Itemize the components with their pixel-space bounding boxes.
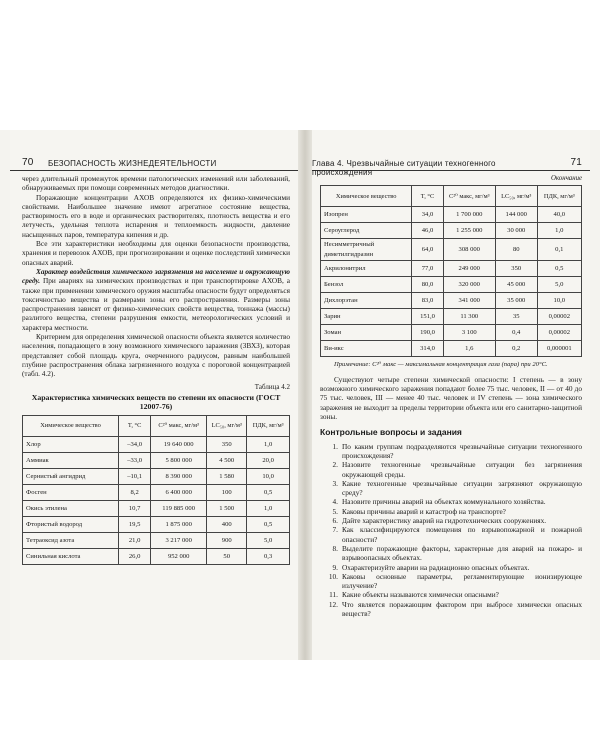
list-item [320, 460, 582, 479]
table-cell: 34,0 [412, 207, 443, 223]
question-number: 8. [332, 543, 338, 553]
question-number: 11. [329, 590, 338, 600]
table-cell: 10,0 [537, 292, 581, 308]
table-cell: 0,1 [537, 239, 581, 261]
paragraph: Поражающие концентрации АХОВ определяются их физико-химическими свойствами. Наибольшее значение имеют агрегатное состояние вещества, растворимость его в воде и органических растворителях, плотность вещества и его летучесть, удельная теплота испарения и теплоемкость жидкости, давление насыщенных паров, температура кипения и др. [22, 192, 290, 239]
table-cell: 0,5 [247, 484, 290, 500]
table-caption: Таблица 4.2 [254, 382, 290, 391]
table-row [23, 548, 290, 564]
table-row [321, 308, 582, 324]
table-cell: Бензол [321, 276, 412, 292]
right-text-body [320, 174, 582, 618]
table-cell: 0,00002 [537, 324, 581, 340]
table-row [23, 484, 290, 500]
question-text: Какие техногенные чрезвычайные ситуации загрязняют окружающую среду? [342, 478, 582, 498]
column-header: Химическое вещество [321, 186, 412, 207]
table-cell: –10,1 [119, 468, 151, 484]
table-header-row [23, 415, 290, 436]
table-cell: 1 500 [207, 500, 247, 516]
table-cell: 3 217 000 [151, 532, 207, 548]
table-cell: 1 255 000 [443, 223, 495, 239]
table-cell: 119 885 000 [151, 500, 207, 516]
table-row [321, 292, 582, 308]
table-cell: Дихлорэтан [321, 292, 412, 308]
question-text: Охарактеризуйте аварии на радиационно опасных объектах. [342, 562, 530, 572]
table-cell: 350 [207, 436, 247, 452]
table-row [23, 436, 290, 452]
paragraph: Все эти характеристики необходимы для оценки безопасности производства, хранения и перевозок АХОВ, при прогнозировании и оценке последствий химически опасных аварий. [22, 239, 290, 267]
table-cell: 151,0 [412, 308, 443, 324]
section-title: Контрольные вопросы и задания [320, 427, 462, 438]
table-cell: Изопрен [321, 207, 412, 223]
question-text: Назовите причины аварий на объектах коммунального хозяйства. [342, 497, 546, 507]
page-number: 70 [22, 157, 34, 168]
table-row [23, 452, 290, 468]
table-cell: 190,0 [412, 324, 443, 340]
table-cell: 350 [495, 260, 537, 276]
table-title: Характеристика химических веществ по степени их опасности (ГОСТ 12007-76) [31, 392, 281, 411]
table-cell: 0,00002 [537, 308, 581, 324]
table-cell: Зоман [321, 324, 412, 340]
right-page [312, 130, 590, 660]
table-row [321, 340, 582, 356]
paragraph-lead: Характер воздействия химического загрязнения на население и окружающую среду. [22, 266, 290, 286]
table-cell: 11 300 [443, 308, 495, 324]
column-header: С²⁰ макс, мг/м³ [151, 415, 207, 436]
table-cell: 64,0 [412, 239, 443, 261]
table-cell: 10,0 [247, 468, 290, 484]
question-number: 5. [332, 506, 338, 516]
table-cell: 314,0 [412, 340, 443, 356]
table-row [321, 276, 582, 292]
table-row [321, 260, 582, 276]
table-note: Примечание: С²⁰ макс — максимальная концентрация газа (пара) при 20°С. [334, 360, 548, 368]
question-text: Какие объекты называются химически опасными? [342, 590, 499, 600]
list-item [320, 479, 582, 498]
table-cell: 0,3 [247, 548, 290, 564]
table-cell: 35 000 [495, 292, 537, 308]
question-number: 7. [332, 525, 338, 535]
table-cell: Сероуглерод [321, 223, 412, 239]
table-cell: 1,0 [537, 223, 581, 239]
table-cell: Ви-икс [321, 340, 412, 356]
table-cell: 144 000 [495, 207, 537, 223]
table-cell: 0,5 [247, 516, 290, 532]
hazard-table-continued [320, 185, 582, 357]
list-item [320, 525, 582, 544]
book-spread [0, 130, 600, 660]
question-number: 3. [332, 478, 338, 488]
table-header-row [321, 186, 582, 207]
table-cell: 4 500 [207, 452, 247, 468]
table-cell: Фтористый водород [23, 516, 119, 532]
list-item [320, 563, 582, 572]
table-row [23, 516, 290, 532]
question-text: Каковы основные параметры, регламентирующие ионизирующее излучение? [342, 571, 582, 591]
column-header: T, °C [412, 186, 443, 207]
list-item [320, 572, 582, 591]
question-number: 10. [328, 571, 338, 581]
table-cell: 35 [495, 308, 537, 324]
table-cell: 6 400 000 [151, 484, 207, 500]
table-cell: 30 000 [495, 223, 537, 239]
running-title: БЕЗОПАСНОСТЬ ЖИЗНЕДЕЯТЕЛЬНОСТИ [48, 159, 217, 168]
question-text: Назовите техногенные чрезвычайные ситуации без загрязнения окружающей среды. [342, 460, 582, 479]
table-cell: 45 000 [495, 276, 537, 292]
table-cell: 320 000 [443, 276, 495, 292]
table-cell: 26,0 [119, 548, 151, 564]
table-cell: 5,0 [537, 276, 581, 292]
table-cell: 10,7 [119, 500, 151, 516]
table-cell: 0,5 [537, 260, 581, 276]
paragraph: Критерием для определения химической опасности объекта является количество населения, попадающего в зону возможного химического заражения (ЗВХЗ), которая представляет собой площадь круга, очерченного радиусом, равным наибольшей глубине распространения облака загрязненного воздуха с пороговой концентрацией (табл. 4.2). [22, 332, 290, 379]
table-cell: Окись этилена [23, 500, 119, 516]
list-item [320, 442, 582, 461]
table-cell: 8,2 [119, 484, 151, 500]
list-item [320, 544, 582, 563]
list-item [320, 497, 582, 506]
question-number: 1. [332, 441, 338, 451]
table-cell: Несимметричный диметилгидразин [321, 239, 412, 261]
hazard-table [22, 415, 290, 565]
table-row [321, 223, 582, 239]
table-cell: 1 580 [207, 468, 247, 484]
table-cell: Синильная кислота [23, 548, 119, 564]
question-number: 6. [332, 516, 338, 526]
question-number: 12. [328, 599, 338, 609]
left-page [10, 130, 298, 660]
table-cell: 19 640 000 [151, 436, 207, 452]
table-cell: 1,0 [247, 436, 290, 452]
table-row [321, 239, 582, 261]
question-text: Как классифицируются помещения по взрывопожарной и пожарной опасности? [342, 525, 582, 544]
table-cell: 952 000 [151, 548, 207, 564]
table-continued-label: Окончание [550, 175, 582, 182]
table-cell: 46,0 [412, 223, 443, 239]
table-cell: –33,0 [119, 452, 151, 468]
table-cell: 80 [495, 239, 537, 261]
book-gutter [298, 130, 312, 660]
table-row [321, 324, 582, 340]
column-header: LС₅₀, мг/м³ [207, 415, 247, 436]
table-cell: 19,5 [119, 516, 151, 532]
table-cell: 400 [207, 516, 247, 532]
list-item [320, 516, 582, 525]
question-text: Каковы причины аварий и катастроф на транспорте? [342, 506, 506, 516]
left-page-header [10, 158, 298, 171]
table-cell: 40,0 [537, 207, 581, 223]
table-cell: Акрилонитрил [321, 260, 412, 276]
column-header: ПДК, мг/м³ [537, 186, 581, 207]
table-cell: 5 800 000 [151, 452, 207, 468]
question-text: По каким группам подразделяются чрезвычайные ситуации техногенного происхождения? [342, 441, 582, 460]
column-header: T, °C [119, 415, 151, 436]
table-cell: 8 390 000 [151, 468, 207, 484]
table-cell: 308 000 [443, 239, 495, 261]
table-cell: 21,0 [119, 532, 151, 548]
question-number: 4. [332, 497, 338, 507]
table-cell: Сернистый ангидрид [23, 468, 119, 484]
paragraph-text: При авариях на химических производствах и при транспортировке АХОВ, а также при применении химического оружия масштабы опасности будут определяться токсичностью вещества и размерами зоны его распространения. Размеры зоны распространения зависят от физико-химических свойств вещества, тоннажа (массы) разлитого вещества, степени разрушения емкости, метеорологических условий и характера местности. [22, 276, 290, 332]
table-cell: –34,0 [119, 436, 151, 452]
table-cell: 341 000 [443, 292, 495, 308]
table-cell: 80,0 [412, 276, 443, 292]
question-text: Что является поражающим фактором при выбросе химически опасных веществ? [342, 599, 582, 619]
table-cell: 1,0 [247, 500, 290, 516]
table-row [321, 207, 582, 223]
table-cell: 20,0 [247, 452, 290, 468]
paragraph: через длительный промежуток времени патологических изменений или заболеваний, обнаруживаемых при помощи современных методов диагностики. [22, 174, 290, 193]
table-cell: 0,2 [495, 340, 537, 356]
table-cell: 100 [207, 484, 247, 500]
table-cell: 1 875 000 [151, 516, 207, 532]
list-item [320, 590, 582, 599]
column-header: Химическое вещество [23, 415, 119, 436]
table-row [23, 500, 290, 516]
table-row [23, 468, 290, 484]
table-cell: Фосген [23, 484, 119, 500]
list-item [320, 600, 582, 619]
table-cell: 83,0 [412, 292, 443, 308]
table-cell: 249 000 [443, 260, 495, 276]
running-title: Глава 4. Чрезвычайные ситуации техногенного происхождения [312, 159, 496, 177]
question-number: 2. [332, 460, 338, 470]
table-cell: 77,0 [412, 260, 443, 276]
question-list [320, 442, 582, 619]
table-cell: 1,6 [443, 340, 495, 356]
left-text-body [22, 174, 290, 565]
table-cell: 0,000001 [537, 340, 581, 356]
column-header: LС₅₀, мг/м³ [495, 186, 537, 207]
column-header: С²⁰ макс, мг/м³ [443, 186, 495, 207]
table-cell: 0,4 [495, 324, 537, 340]
question-number: 9. [332, 562, 338, 572]
table-cell: Тетраоксид азота [23, 532, 119, 548]
table-cell: Аммиак [23, 452, 119, 468]
list-item [320, 507, 582, 516]
right-page-header [312, 157, 590, 177]
table-cell: 50 [207, 548, 247, 564]
table-row [23, 532, 290, 548]
table-cell: Хлор [23, 436, 119, 452]
table-cell: 3 100 [443, 324, 495, 340]
paragraph: Существуют четыре степени химической опасности: I степень — в зону возможного химического заражения попадают более 75 тыс. человек, II — от 40 до 75 тыс. человек, III — менее 40 тыс. человек и IV степень — зона химического заражения не выходит за пределы территории объекта или его санитарно-защитной зоны. [320, 374, 582, 422]
table-cell: 1 700 000 [443, 207, 495, 223]
page-number: 71 [570, 157, 582, 168]
table-cell: 5,0 [247, 532, 290, 548]
table-cell: Зарин [321, 308, 412, 324]
question-text: Выделите поражающие факторы, характерные для аварий на пожаро- и взрывоопасных объектах. [342, 543, 582, 563]
column-header: ПДК, мг/м³ [247, 415, 290, 436]
table-cell: 900 [207, 532, 247, 548]
paragraph [22, 267, 290, 332]
question-text: Дайте характеристику аварий на гидротехнических сооружениях. [342, 516, 547, 526]
